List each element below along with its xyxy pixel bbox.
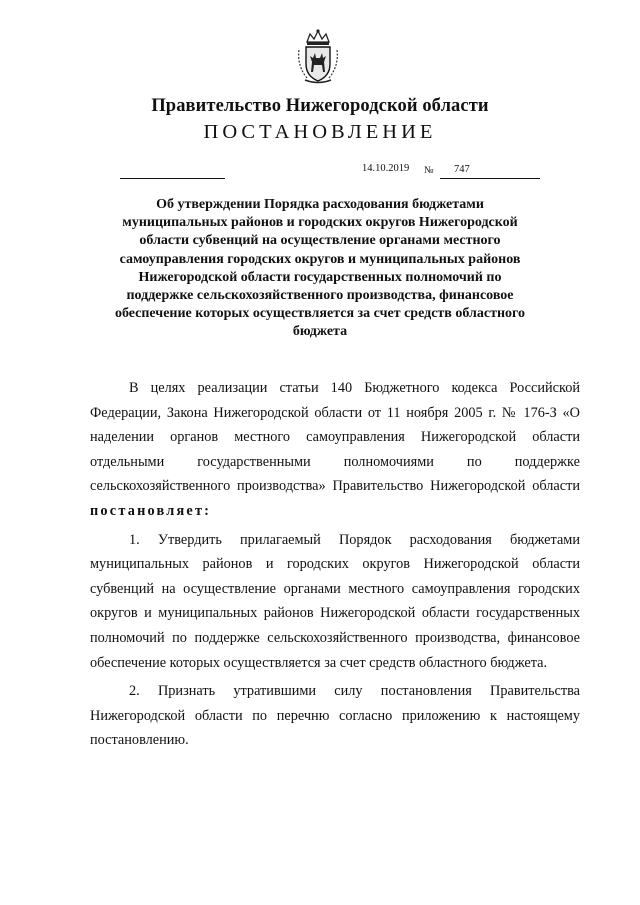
document-title: Об утверждении Порядка расходования бюджетами муниципальных районов и городских округов Нижегородской области субвенций на осуществление органами местного самоуправления городских округов и муниципальных районов Нижегородской области государственных полномочий по поддержке сельскохозяйственного производства, финансовое обеспечение которых осуществляется за счет средств областного бюджета	[114, 197, 526, 340]
document-type: ПОСТАНОВЛЕНИЕ	[203, 121, 437, 143]
signature-line	[120, 178, 225, 179]
item-paragraph-1: 1. Утвердить прилагаемый Порядок расходования бюджетами муниципальных районов и городских округов Нижегородской области субвенций на осуществление органами местного самоуправления городских округов и муниципальных районов Нижегородской области государственных полномочий по поддержке сельскохозяйственного производства, финансовое обеспечение которых осуществляется за счет средств областного бюджета.	[90, 531, 580, 671]
number-sign: №	[424, 165, 434, 176]
decree-word: постановляет:	[90, 502, 212, 519]
preamble-paragraph	[90, 376, 580, 524]
coat-of-arms-icon	[295, 28, 341, 84]
government-name: Правительство Нижегородской области	[151, 96, 489, 116]
document-date: 14.10.2019	[362, 163, 410, 174]
item-paragraph-2: 2. Признать утратившими силу постановления Правительства Нижегородской области по перечню согласно приложению к настоящему постановлению.	[90, 683, 580, 749]
document-body	[90, 376, 580, 753]
document-number: 747	[440, 163, 540, 179]
preamble-text: В целях реализации статьи 140 Бюджетного кодекса Российской Федерации, Закона Нижегородской области от 11 ноября 2005 г. № 176-З «О наделении органов местного самоуправления Нижегородской области отдельными государственными полномочиями по поддержке сельскохозяйственного производства» Правительство Нижегородской области	[90, 380, 580, 495]
